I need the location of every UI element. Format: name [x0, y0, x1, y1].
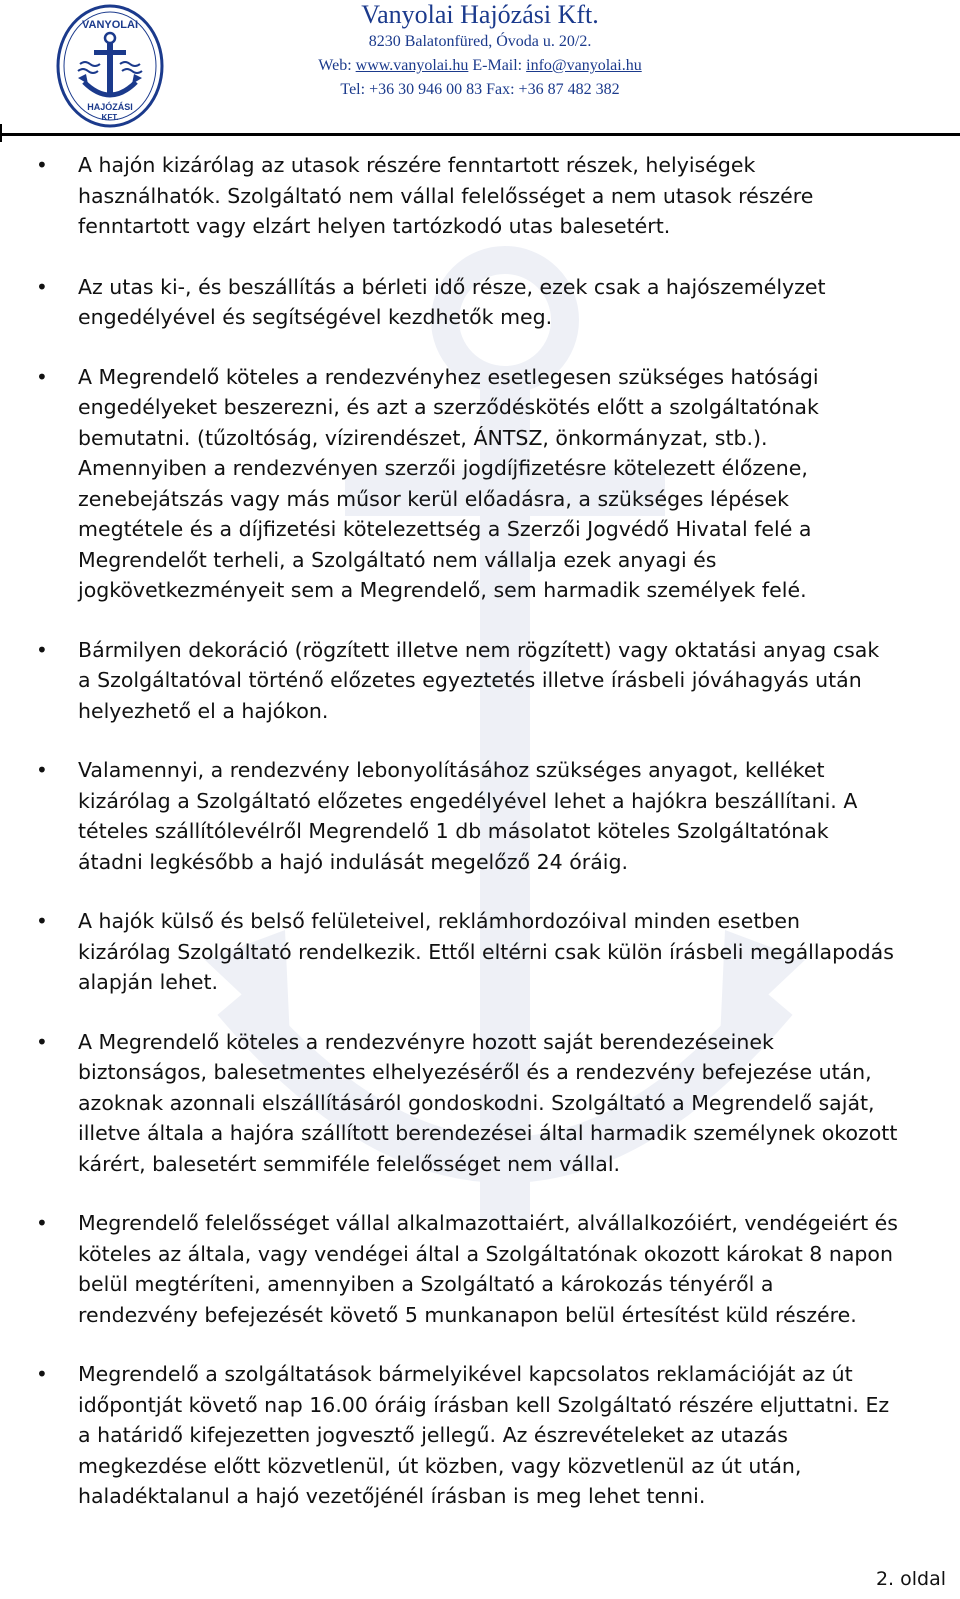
list-item	[0, 755, 960, 877]
list-item-text: • Bármilyen dekoráció (rögzített illetve nem rögzített) vagy oktatási anyag csak a Szolgáltatóval történő előzetes egyeztetés illetve írásbeli jóváhagyás után helyezhető el a hajókon.	[78, 637, 880, 723]
list-item-text: • Megrendelő felelősséget vállal alkalmazottaiért, alvállalkozóiért, vendégeiért és köteles az általa, vagy vendégei által a Szolgáltatónak okozott károkat 8 napon belül megtéríteni, amennyiben a Szolgáltató a károkozás tényéről a rendezvény befejezését követő 5 munkanapon belül értesítést küld részére.	[78, 1211, 898, 1327]
list-item	[0, 272, 960, 333]
company-phone-fax: Tel: +36 30 946 00 83 Fax: +36 87 482 382	[340, 81, 620, 98]
header-divider	[0, 133, 960, 136]
anchor-logo-icon	[56, 4, 164, 128]
document-header	[0, 0, 960, 135]
list-item	[0, 1359, 960, 1512]
terms-list	[0, 150, 960, 1512]
logo-bottom-text: HAJÓZÁSI	[87, 102, 133, 112]
list-item-text: • A Megrendelő köteles a rendezvényhez esetlegesen szükséges hatósági engedélyeket beszerezni, és azt a szerződéskötés előtt a szolgáltatónak bemutatni. (tűzoltóság, vízirendészet, ÁNTSZ, önkormányzat, stb.). Amennyiben a rendezvényen szerzői jogdíjfizetésre kötelezett élőzene, zenebejátszás vagy más műsor kerül előadásra, a szükséges lépések megtétele és a díjfizetési kötelezettség a Szerzői Jogvédő Hivatal felé a Megrendelőt terheli, a Szolgáltató nem vállalja ezek anyagi és jogkövetkezményeit sem a Megrendelő, sem harmadik személyek felé.	[78, 364, 819, 602]
list-item	[0, 150, 960, 242]
company-web-email	[220, 54, 740, 78]
web-link[interactable]: www.vanyolai.hu	[355, 57, 469, 74]
company-address: 8230 Balatonfüred, Óvoda u. 20/2.	[368, 33, 592, 50]
list-item	[0, 1027, 960, 1180]
list-item-text: • A hajók külső és belső felületeivel, reklámhordozóival minden esetben kizárólag Szolgáltató rendelkezik. Ettől eltérni csak külön írásbeli megállapodás alapján lehet.	[78, 909, 894, 994]
list-item-text: • Megrendelő a szolgáltatások bármelyikével kapcsolatos reklamációját az út időpontját követő nap 16.00 óráig írásban kell Szolgáltató részére eljuttatni. Ez a határidő kifejezetten jogvesztő jellegű. Az észrevételeket az utazás megkezdése előtt közvetlenül, út közben, vagy közvetlenül az út után, haladéktalanul a hajó vezetőjénél írásban is meg lehet tenni.	[78, 1362, 890, 1508]
terms-content	[0, 150, 960, 1512]
list-item	[0, 635, 960, 727]
web-label: Web:	[318, 57, 352, 74]
list-item	[0, 906, 960, 998]
list-item	[0, 362, 960, 606]
list-item-text: • A Megrendelő köteles a rendezvényre hozott saját berendezéseinek biztonságos, balesetmentes elhelyezéséről és a rendezvény befejezése után, azoknak azonnali elszállításáról gondoskodni. Szolgáltató a Megrendelő saját, illetve általa a hajóra szállított berendezései által harmadik személynek okozott kárért, balesetért semmiféle felelősséget nem vállal.	[78, 1029, 898, 1176]
logo-top-text: VANYOLAI	[81, 19, 139, 31]
logo-bottom-text-2: KFT.	[101, 113, 119, 122]
list-item	[0, 1208, 960, 1330]
list-item-text: • A hajón kizárólag az utasok részére fenntartott részek, helyiségek használhatók. Szolgáltató nem vállal felelősséget a nem utasok részére fenntartott vagy elzárt helyen tartózkodó utas balesetért.	[78, 153, 814, 238]
page-number: 2. oldal	[875, 1568, 946, 1590]
company-info	[220, 0, 740, 102]
company-name: Vanyolai Hajózási Kft.	[361, 0, 599, 29]
email-link[interactable]: info@vanyolai.hu	[526, 57, 642, 74]
list-item-text: • Valamennyi, a rendezvény lebonyolításához szükséges anyagot, kelléket kizárólag a Szolgáltató előzetes engedélyével lehet a hajókra beszállítani. A tételes szállítólevélről Megrendelő 1 db másolatot köteles Szolgáltatónak átadni legkésőbb a hajó indulását megelőző 24 óráig.	[78, 758, 858, 874]
list-item-text: • Az utas ki-, és beszállítás a bérleti idő része, ezek csak a hajószemélyzet engedélyével és segítségével kezdhetők meg.	[78, 274, 826, 329]
email-label: E-Mail:	[472, 57, 523, 74]
